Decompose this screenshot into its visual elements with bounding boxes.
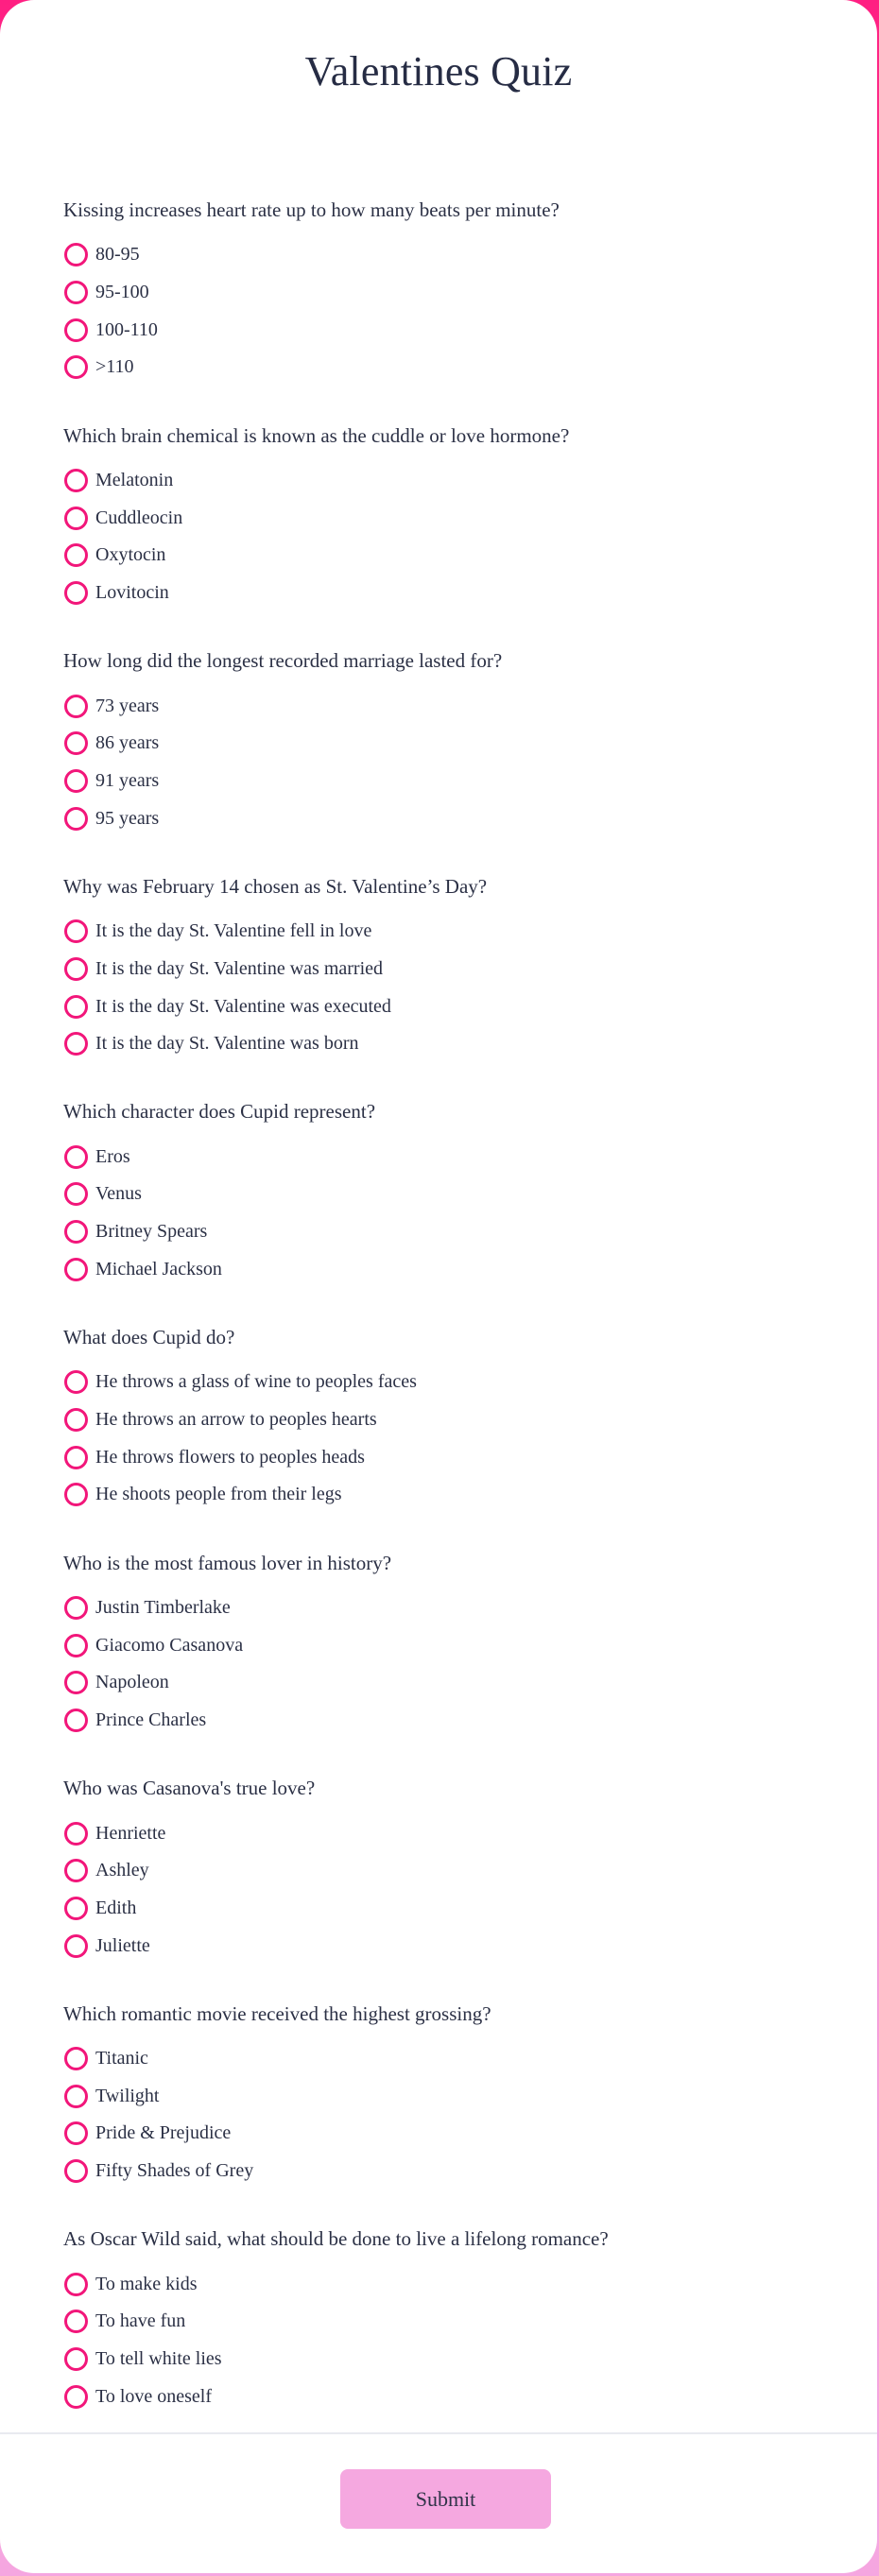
option-item[interactable] bbox=[63, 1138, 819, 1176]
option-list bbox=[63, 687, 819, 837]
option-label: Michael Jackson bbox=[95, 1258, 222, 1279]
question-1 bbox=[63, 195, 819, 421]
option-label: Juliette bbox=[95, 1934, 150, 1956]
question-text: Why was February 14 chosen as St. Valentine’s Day? bbox=[63, 874, 488, 898]
option-list bbox=[63, 1138, 819, 1288]
option-item[interactable] bbox=[63, 1664, 819, 1702]
option-item[interactable] bbox=[63, 1213, 819, 1251]
question-list bbox=[63, 195, 819, 2449]
radio-button-icon[interactable] bbox=[64, 1709, 88, 1732]
radio-button-icon[interactable] bbox=[64, 2085, 88, 2108]
option-item[interactable] bbox=[63, 2265, 819, 2303]
option-item[interactable] bbox=[63, 1814, 819, 1852]
option-list bbox=[63, 462, 819, 612]
radio-button-icon[interactable] bbox=[64, 995, 88, 1019]
option-label: 95-100 bbox=[95, 282, 149, 303]
option-list bbox=[63, 1364, 819, 1514]
option-item[interactable] bbox=[63, 537, 819, 575]
option-label: He throws an arrow to peoples hearts bbox=[95, 1409, 377, 1430]
option-label: 80-95 bbox=[95, 244, 140, 266]
option-label: He shoots people from their legs bbox=[95, 1484, 342, 1505]
question-text: Which brain chemical is known as the cuddle or love hormone? bbox=[63, 423, 570, 447]
option-item[interactable] bbox=[63, 2153, 819, 2190]
option-list bbox=[63, 1814, 819, 1965]
option-label: Giacomo Casanova bbox=[95, 1634, 244, 1656]
option-label: Cuddleocin bbox=[95, 507, 183, 528]
option-list bbox=[63, 2040, 819, 2190]
radio-button-icon[interactable] bbox=[64, 731, 88, 755]
radio-button-icon[interactable] bbox=[64, 769, 88, 793]
option-label: Oxytocin bbox=[95, 544, 166, 566]
option-label: He throws flowers to peoples heads bbox=[95, 1446, 365, 1468]
option-label: 73 years bbox=[95, 695, 160, 716]
radio-button-icon[interactable] bbox=[64, 1145, 88, 1169]
option-item[interactable] bbox=[63, 2040, 819, 2078]
radio-button-icon[interactable] bbox=[64, 1934, 88, 1958]
radio-button-icon[interactable] bbox=[64, 1634, 88, 1657]
radio-button-icon[interactable] bbox=[64, 2159, 88, 2183]
radio-button-icon[interactable] bbox=[64, 281, 88, 304]
option-label: 95 years bbox=[95, 807, 160, 829]
radio-button-icon[interactable] bbox=[64, 1822, 88, 1846]
question-text: How long did the longest recorded marriage lasted for? bbox=[63, 649, 503, 673]
question-4 bbox=[63, 871, 819, 1097]
option-item[interactable] bbox=[63, 274, 819, 312]
radio-button-icon[interactable] bbox=[64, 2121, 88, 2145]
question-text: Which character does Cupid represent? bbox=[63, 1100, 376, 1124]
radio-button-icon[interactable] bbox=[64, 1408, 88, 1432]
question-3 bbox=[63, 645, 819, 871]
radio-button-icon[interactable] bbox=[64, 581, 88, 605]
option-list bbox=[63, 913, 819, 1063]
option-item[interactable] bbox=[63, 1176, 819, 1213]
option-label: 91 years bbox=[95, 769, 160, 791]
option-item[interactable] bbox=[63, 1589, 819, 1627]
question-text: Kissing increases heart rate up to how many beats per minute? bbox=[63, 198, 560, 221]
radio-button-icon[interactable] bbox=[64, 507, 88, 530]
option-label: Britney Spears bbox=[95, 1221, 208, 1243]
question-text: Which romantic movie received the highest grossing? bbox=[63, 2001, 491, 2025]
question-text: As Oscar Wild said, what should be done to live a lifelong romance? bbox=[63, 2227, 609, 2251]
option-label: To love oneself bbox=[95, 2385, 213, 2407]
radio-button-icon[interactable] bbox=[64, 2273, 88, 2296]
option-item[interactable] bbox=[63, 462, 819, 500]
option-label: Melatonin bbox=[95, 469, 174, 490]
option-label: Titanic bbox=[95, 2048, 148, 2069]
radio-button-icon[interactable] bbox=[64, 318, 88, 342]
option-label: Twilight bbox=[95, 2085, 160, 2106]
option-label: Henriette bbox=[95, 1822, 166, 1844]
radio-button-icon[interactable] bbox=[64, 695, 88, 718]
radio-button-icon[interactable] bbox=[64, 355, 88, 379]
option-item[interactable] bbox=[63, 2077, 819, 2115]
radio-button-icon[interactable] bbox=[64, 543, 88, 567]
option-label: It is the day St. Valentine was born bbox=[95, 1033, 359, 1055]
option-list bbox=[63, 2265, 819, 2415]
question-6 bbox=[63, 1322, 819, 1548]
option-item[interactable] bbox=[63, 987, 819, 1025]
option-label: Ashley bbox=[95, 1860, 149, 1881]
option-item[interactable] bbox=[63, 950, 819, 987]
option-list bbox=[63, 1589, 819, 1740]
question-10 bbox=[63, 2224, 819, 2449]
question-9 bbox=[63, 1999, 819, 2224]
option-label: He throws a glass of wine to peoples faces bbox=[95, 1371, 417, 1393]
radio-button-icon[interactable] bbox=[64, 1671, 88, 1694]
radio-button-icon[interactable] bbox=[64, 1596, 88, 1620]
radio-button-icon[interactable] bbox=[64, 1182, 88, 1206]
option-label: Edith bbox=[95, 1897, 137, 1918]
question-text: Who was Casanova's true love? bbox=[63, 1777, 316, 1800]
option-item[interactable] bbox=[63, 499, 819, 537]
option-item[interactable] bbox=[63, 349, 819, 386]
radio-button-icon[interactable] bbox=[64, 1220, 88, 1244]
option-item[interactable] bbox=[63, 2341, 819, 2379]
radio-button-icon[interactable] bbox=[64, 957, 88, 981]
option-label: Venus bbox=[95, 1183, 142, 1205]
option-item[interactable] bbox=[63, 1852, 819, 1890]
radio-button-icon[interactable] bbox=[64, 243, 88, 266]
radio-button-icon[interactable] bbox=[64, 1446, 88, 1469]
option-item[interactable] bbox=[63, 236, 819, 274]
submit-button[interactable]: Submit bbox=[340, 2469, 551, 2529]
radio-button-icon[interactable] bbox=[64, 919, 88, 943]
option-label: Fifty Shades of Grey bbox=[95, 2160, 254, 2182]
option-item[interactable] bbox=[63, 799, 819, 837]
option-label: It is the day St. Valentine was executed bbox=[95, 995, 391, 1017]
radio-button-icon[interactable] bbox=[64, 2047, 88, 2070]
question-8 bbox=[63, 1773, 819, 1999]
option-item[interactable] bbox=[63, 1927, 819, 1965]
option-label: 86 years bbox=[95, 732, 160, 754]
option-item[interactable] bbox=[63, 2303, 819, 2341]
option-item[interactable] bbox=[63, 1890, 819, 1928]
option-item[interactable] bbox=[63, 2378, 819, 2415]
option-label: Eros bbox=[95, 1145, 130, 1167]
radio-button-icon[interactable] bbox=[64, 2385, 88, 2409]
radio-button-icon[interactable] bbox=[64, 1258, 88, 1281]
option-label: Napoleon bbox=[95, 1672, 169, 1693]
option-label: Pride & Prejudice bbox=[95, 2122, 232, 2144]
option-item[interactable] bbox=[63, 725, 819, 763]
option-label: To tell white lies bbox=[95, 2348, 222, 2370]
option-item[interactable] bbox=[63, 1626, 819, 1664]
option-item[interactable] bbox=[63, 311, 819, 349]
option-item[interactable] bbox=[63, 913, 819, 951]
option-label: Prince Charles bbox=[95, 1709, 207, 1730]
radio-button-icon[interactable] bbox=[64, 1897, 88, 1920]
question-7 bbox=[63, 1548, 819, 1774]
question-text: Who is the most famous lover in history? bbox=[63, 1551, 392, 1574]
radio-button-icon[interactable] bbox=[64, 469, 88, 492]
radio-button-icon[interactable] bbox=[64, 1370, 88, 1394]
question-text: What does Cupid do? bbox=[63, 1325, 235, 1348]
option-item[interactable] bbox=[63, 1025, 819, 1063]
option-item[interactable] bbox=[63, 1476, 819, 1514]
radio-button-icon[interactable] bbox=[64, 1859, 88, 1882]
option-list bbox=[63, 236, 819, 386]
option-item[interactable] bbox=[63, 1702, 819, 1740]
option-label: To have fun bbox=[95, 2310, 186, 2332]
option-label: To make kids bbox=[95, 2273, 198, 2294]
option-label: Lovitocin bbox=[95, 582, 169, 603]
question-5 bbox=[63, 1096, 819, 1322]
option-item[interactable] bbox=[63, 1438, 819, 1476]
radio-button-icon[interactable] bbox=[64, 2310, 88, 2333]
radio-button-icon[interactable] bbox=[64, 807, 88, 831]
option-item[interactable] bbox=[63, 575, 819, 612]
option-label: It is the day St. Valentine was married bbox=[95, 957, 384, 979]
option-item[interactable] bbox=[63, 1250, 819, 1288]
page-title: Valentines Quiz bbox=[304, 48, 573, 94]
option-item[interactable] bbox=[63, 763, 819, 800]
option-item[interactable] bbox=[63, 1364, 819, 1401]
option-label: >110 bbox=[95, 356, 134, 378]
option-label: It is the day St. Valentine fell in love bbox=[95, 920, 372, 942]
option-item[interactable] bbox=[63, 687, 819, 725]
option-item[interactable] bbox=[63, 2115, 819, 2153]
question-2 bbox=[63, 421, 819, 646]
footer-divider bbox=[0, 2432, 877, 2434]
option-label: Justin Timberlake bbox=[95, 1596, 231, 1618]
radio-button-icon[interactable] bbox=[64, 2347, 88, 2371]
option-item[interactable] bbox=[63, 1401, 819, 1439]
radio-button-icon[interactable] bbox=[64, 1483, 88, 1506]
radio-button-icon[interactable] bbox=[64, 1032, 88, 1056]
option-label: 100-110 bbox=[95, 318, 158, 340]
